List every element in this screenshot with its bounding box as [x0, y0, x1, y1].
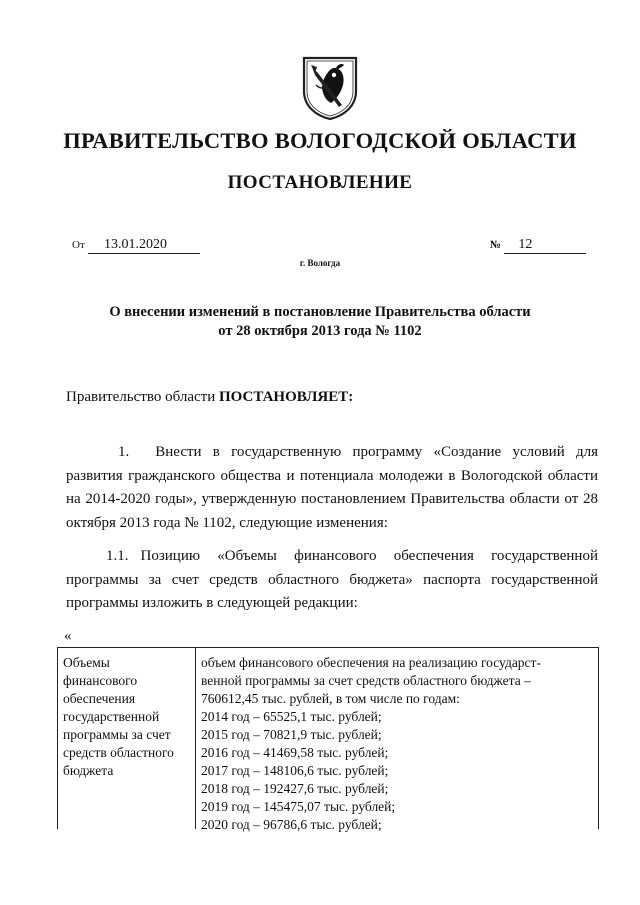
right-line: 2016 год – 41469,58 тыс. рублей; [201, 745, 389, 760]
left-line: средств областного [63, 745, 174, 760]
resolution-statement [66, 389, 353, 406]
document-subject [0, 303, 640, 341]
right-line: 2019 год – 145475,07 тыс. рублей; [201, 799, 396, 814]
organization-title: ПРАВИТЕЛЬСТВО ВОЛОГОДСКОЙ ОБЛАСТИ [63, 128, 577, 153]
left-line: Объемы [63, 655, 110, 670]
right-line: 2020 год – 96786,6 тыс. рублей; [201, 817, 382, 832]
date-field [72, 236, 200, 254]
item-1-paragraph [66, 441, 598, 535]
item-1-number: 1. [118, 444, 130, 460]
document-type: ПОСТАНОВЛЕНИЕ [227, 172, 413, 193]
right-line: 760612,45 тыс. рублей, в том числе по годам: [201, 691, 460, 706]
funding-table [57, 647, 599, 832]
left-line: бюджета [63, 763, 114, 778]
city-label: г. Вологда [299, 258, 341, 268]
item-1-1-text: Позицию «Объемы финансового обеспечения государственной программы за счет средств областного бюджета» паспорта государственной программы изложить в следующей редакции: [66, 548, 598, 611]
right-line: 2014 год – 65525,1 тыс. рублей; [201, 709, 382, 724]
table-divider [195, 648, 196, 829]
number-value: 12 [504, 237, 586, 254]
resolve-prefix: Правительство области [66, 389, 219, 405]
right-line: 2017 год – 148106,6 тыс. рублей; [201, 763, 389, 778]
table-left-cell [63, 654, 191, 780]
number-label: № [490, 239, 502, 251]
item-1-1-number: 1.1. [106, 548, 129, 564]
left-line: финансового [63, 673, 138, 688]
left-line: программы за счет [63, 727, 171, 742]
left-line: обеспечения [63, 691, 136, 706]
right-line: 2018 год – 192427,6 тыс. рублей; [201, 781, 389, 796]
quote-open: « [64, 628, 72, 644]
subject-line: О внесении изменений в постановление Правительства области [109, 304, 531, 320]
left-line: государственной [63, 709, 160, 724]
item-1-1-paragraph [66, 545, 598, 616]
resolve-keyword: ПОСТАНОВЛЯЕТ: [218, 389, 354, 405]
right-line: 2015 год – 70821,9 тыс. рублей; [201, 727, 382, 742]
date-value: 13.01.2020 [88, 237, 200, 254]
number-field [490, 236, 586, 254]
right-line: венной программы за счет средств областного бюджета – [201, 673, 531, 688]
vologda-coat-of-arms-icon [298, 55, 362, 121]
date-label: От [72, 239, 85, 251]
subject-line: от 28 октября 2013 года № 1102 [218, 323, 422, 339]
table-right-cell [201, 654, 595, 834]
right-line: объем финансового обеспечения на реализацию государст- [201, 655, 541, 670]
item-1-text: Внести в государственную программу «Создание условий для развития гражданского общества и потенциала молодежи в Вологодской области на 2014-2020 годы», утвержденную постановлением Правительства области от 28 октября 2013 года № 1102, следующие изменения: [66, 444, 598, 531]
